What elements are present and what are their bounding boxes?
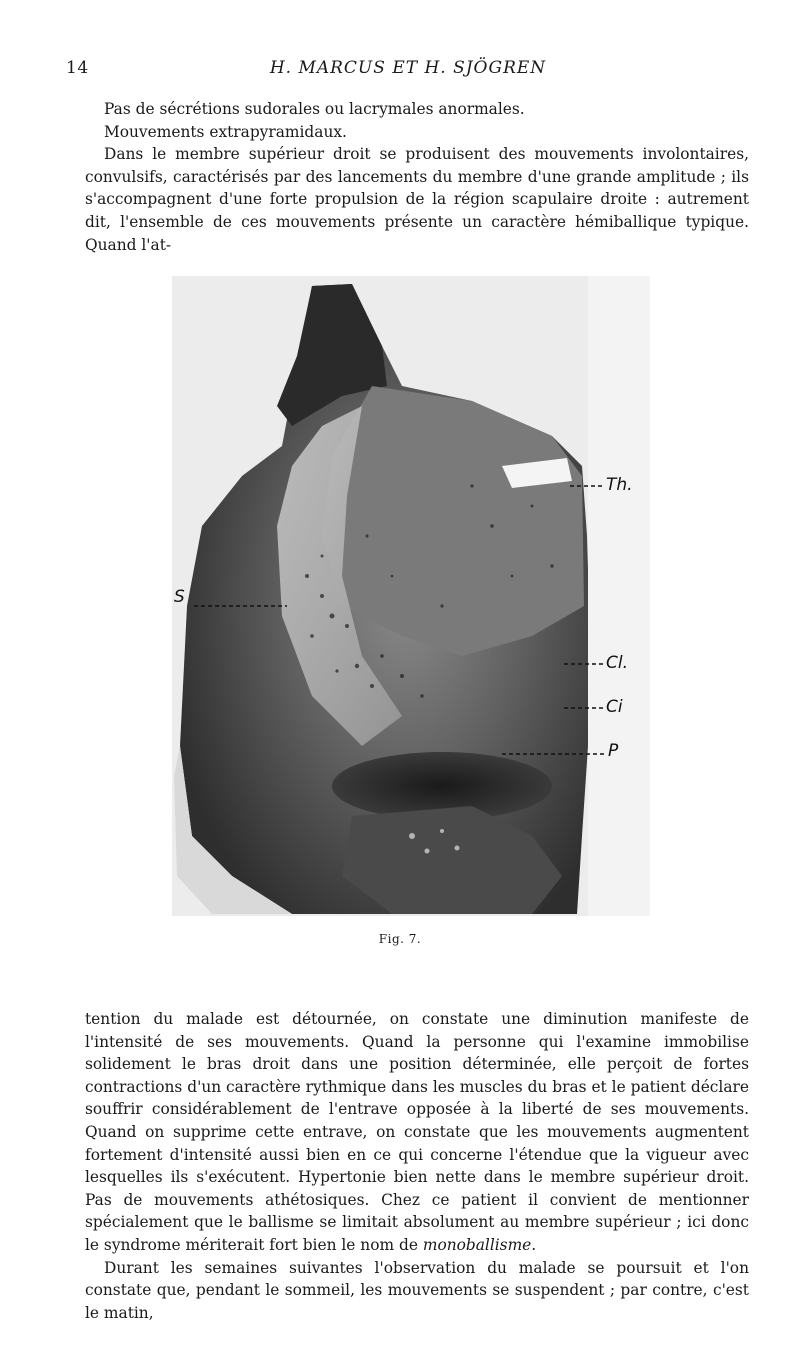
- label-p: P: [608, 741, 619, 761]
- paragraph: Dans le membre supérieur droit se produisent des mouvements involontaires, convulsifs, caractérisés par des lancements du membre d'une grande amplitude ; ils s'accompagnent d'une forte propulsion de la région scapulaire droite : autrement dit, l'ensemble de ces mouvements présente un caractère hémiballique typique. Quand l'at-: [85, 145, 749, 254]
- label-th: Th.: [606, 475, 633, 495]
- emphasis-term: monoballisme.: [422, 1235, 537, 1254]
- running-head: H. MARCUS ET H. SJÖGREN: [269, 58, 547, 78]
- page-number: 14: [66, 58, 89, 78]
- figure-caption: Fig. 7.: [378, 932, 422, 946]
- bottom-text-block: [85, 1008, 749, 1324]
- paragraph: Durant les semaines suivantes l'observation du malade se poursuit et l'on constate que, pendant le sommeil, les mouvements se suspendent ; par contre, c'est le matin,: [85, 1258, 749, 1322]
- page-header: [66, 58, 750, 84]
- figure-7-micrograph: [172, 276, 650, 916]
- label-s: S: [174, 587, 185, 607]
- paragraph: Pas de sécrétions sudorales ou lacrymales anormales.: [104, 100, 525, 118]
- paragraph: [85, 1008, 749, 1257]
- paragraph-text: tention du malade est détournée, on constate une diminution manifeste de l'intensité de ses mouvements. Quand la personne qui l'examine immobilise solidement le bras droit dans une position déterminée, elle perçoit de fortes contractions d'un caractère rythmique dans les muscles du bras et le patient déclare souffrir considérablement de l'entrave opposée à la liberté de ses mouvements. Quand on supprime cette entrave, on constate que les mouvements augmentent fortement d'intensité aussi bien en ce qui concerne l'étendue que la vigueur avec lesquelles ils s'exécutent. Hypertonie bien nette dans le membre supérieur droit. Pas de mouvements athétosiques. Chez ce patient il convient de mentionner spécialement que le ballisme se limitait absolument au membre supérieur ; ici donc le syndrome mériterait fort bien le nom de: [85, 1010, 749, 1254]
- paragraph: Mouvements extrapyramidaux.: [104, 122, 347, 141]
- brain-section-image: [172, 276, 650, 916]
- label-cl: Cl.: [606, 653, 628, 673]
- label-ci: Ci: [606, 697, 623, 717]
- top-text-block: [85, 98, 749, 256]
